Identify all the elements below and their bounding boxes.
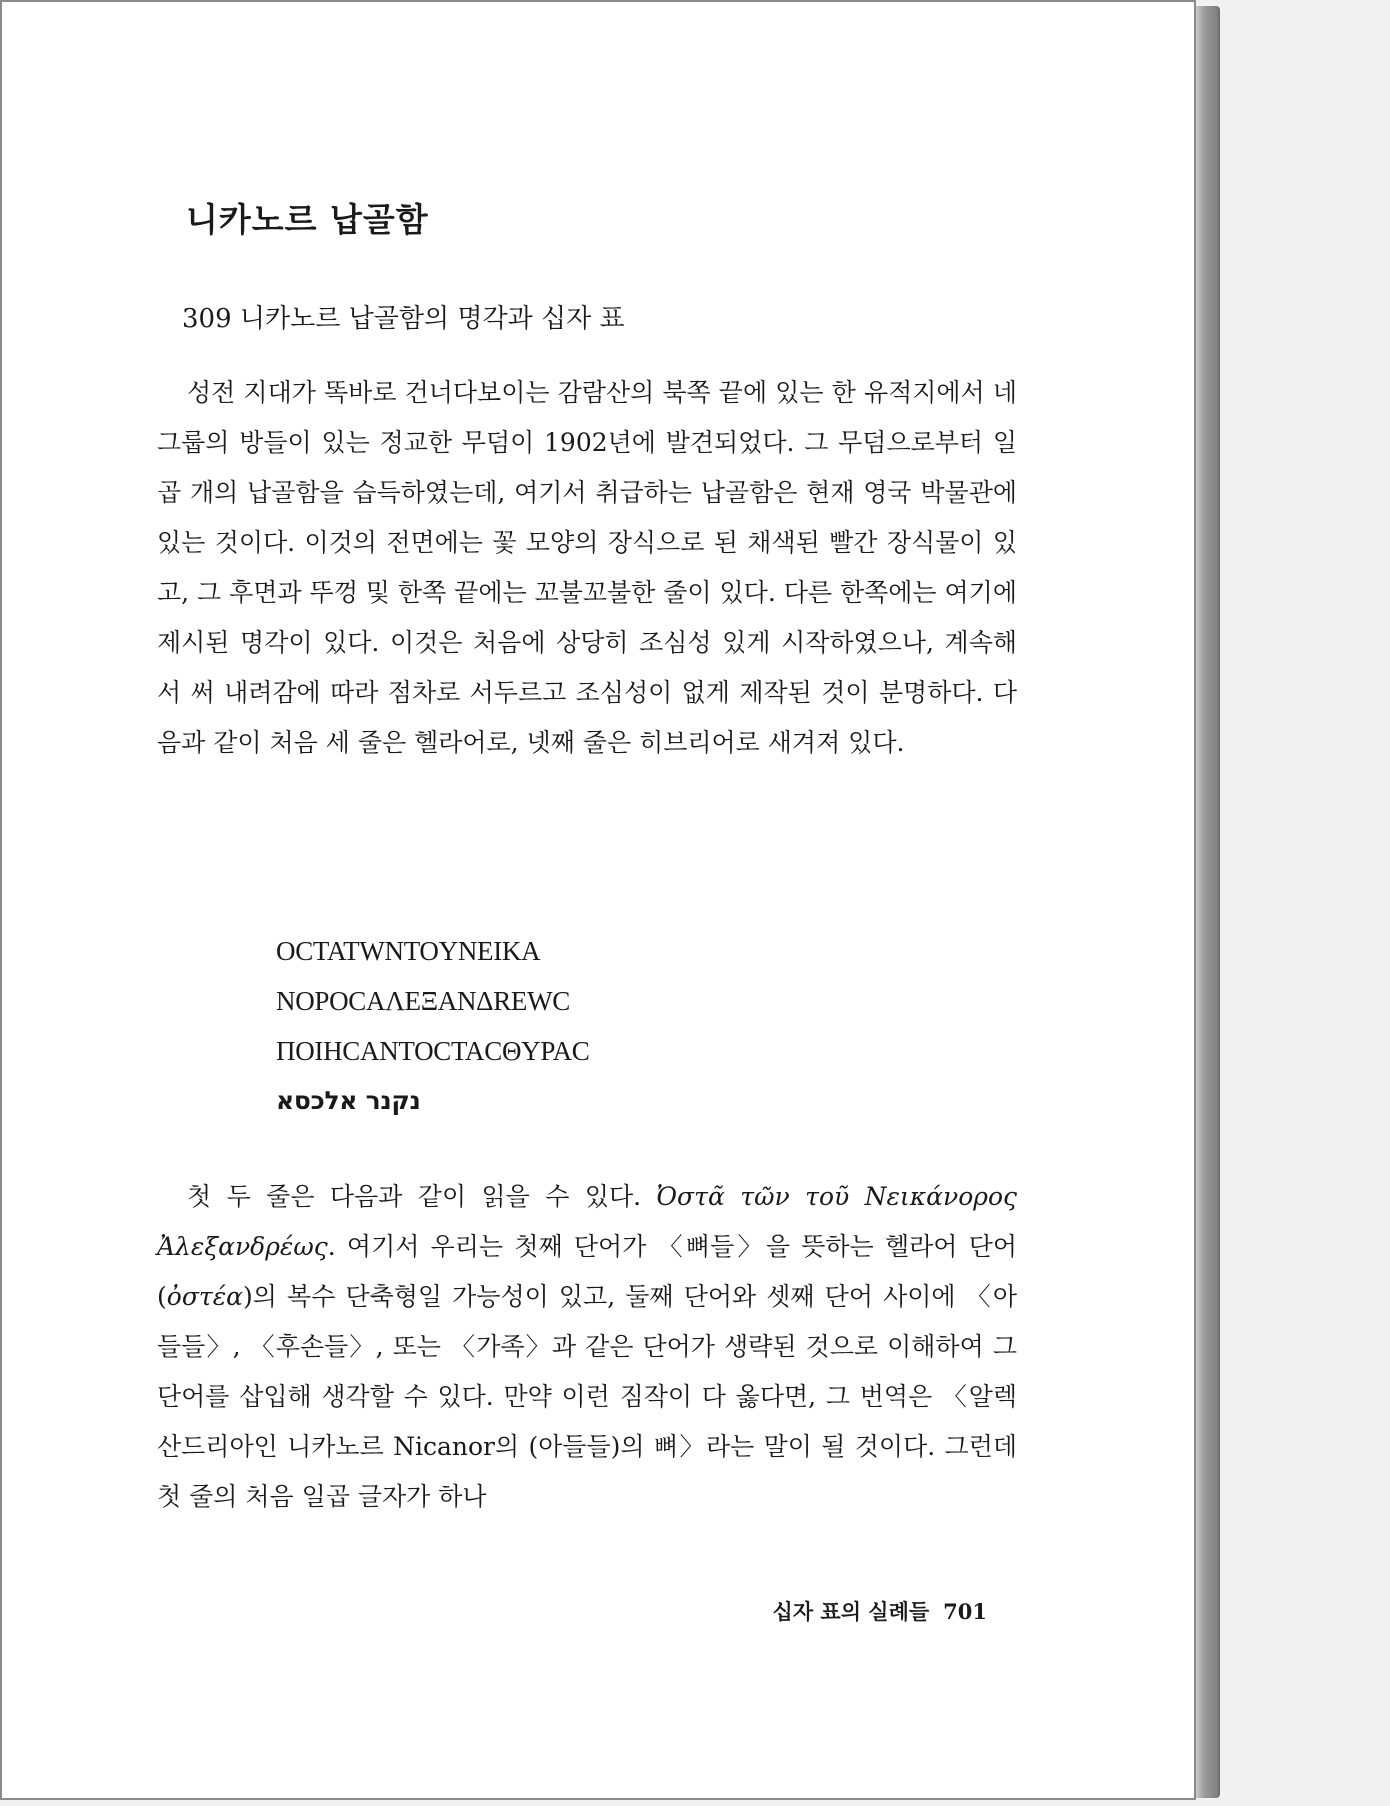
inscription-line-2: NOPOCAΛEΞANΔREWC [276,986,571,1016]
running-head: 십자 표의 실례들 [772,1599,930,1624]
inscription-line-1: OCTATWNTOYNEIKA [276,936,541,966]
paragraph-reading [157,1172,1017,1522]
inscription-block [276,926,590,1126]
greek-word: ὀστέα [166,1282,244,1311]
page-stack-edge [1196,6,1220,1798]
paragraph-intro: 성전 지대가 똑바로 건너다보이는 감람산의 북쪽 끝에 있는 한 유적지에서 네 그룹의 방들이 있는 정교한 무덤이 1902년에 발견되었다. 그 무덤으로부터 일곱 개의 납골함을 습득하였는데, 여기서 취급하는 납골함은 현재 영국 박물관에 있는 것이다. 이것의 전면에는 꽃 모양의 장식으로 된 채색된 빨간 장식물이 있고, 그 후면과 뚜껑 및 한쪽 끝에는 꼬불꼬불한 줄이 있다. 다른 한쪽에는 여기에 제시된 명각이 있다. 이것은 처음에 상당히 조심성 있게 시작하였으나, 계속해서 써 내려감에 따라 점차로 서두르고 조심성이 없게 제작된 것이 분명하다. 다음과 같이 처음 세 줄은 헬라어로, 넷째 줄은 히브리어로 새겨져 있다. [157,378,1017,757]
paragraph-reading-lead: 첫 두 줄은 다음과 같이 읽을 수 있다. [187,1182,657,1211]
inscription-line-3: ΠOIHCANTOCTACΘYPAC [276,1036,590,1066]
figure-subtitle: 309 니카노르 납골함의 명각과 십자 표 [182,304,625,334]
section-title: 니카노르 납골함 [186,200,429,239]
inscription-line-hebrew: נקנר אלכסא [276,1086,421,1115]
paragraph-reading-rest: )의 복수 단축형일 가능성이 있고, 둘째 단어와 셋째 단어 사이에 〈아들들〉, 〈후손들〉, 또는 〈가족〉과 같은 단어가 생략된 것으로 이해하여 그 단어를 삽입해 생각할 수 있다. 만약 이런 짐작이 다 옳다면, 그 번역은 〈알렉산드리아인 니카노르 Nicanor의 (아들들)의 뼈〉라는 말이 될 것이다. 그런데 첫 줄의 처음 일곱 글자가 하나 [157,1282,1017,1511]
page-footer [773,1596,987,1626]
paragraph-reading-mid: . 여기서 우리는 첫째 단어가 〈뼈들〉을 뜻하는 헬라어 단어( [157,1232,1017,1311]
page-number: 701 [943,1599,987,1624]
greek-phrase: Ὀστᾶ τῶν τοῦ Νεικάνορος Ἀλεξανδρέως [157,1182,1017,1261]
